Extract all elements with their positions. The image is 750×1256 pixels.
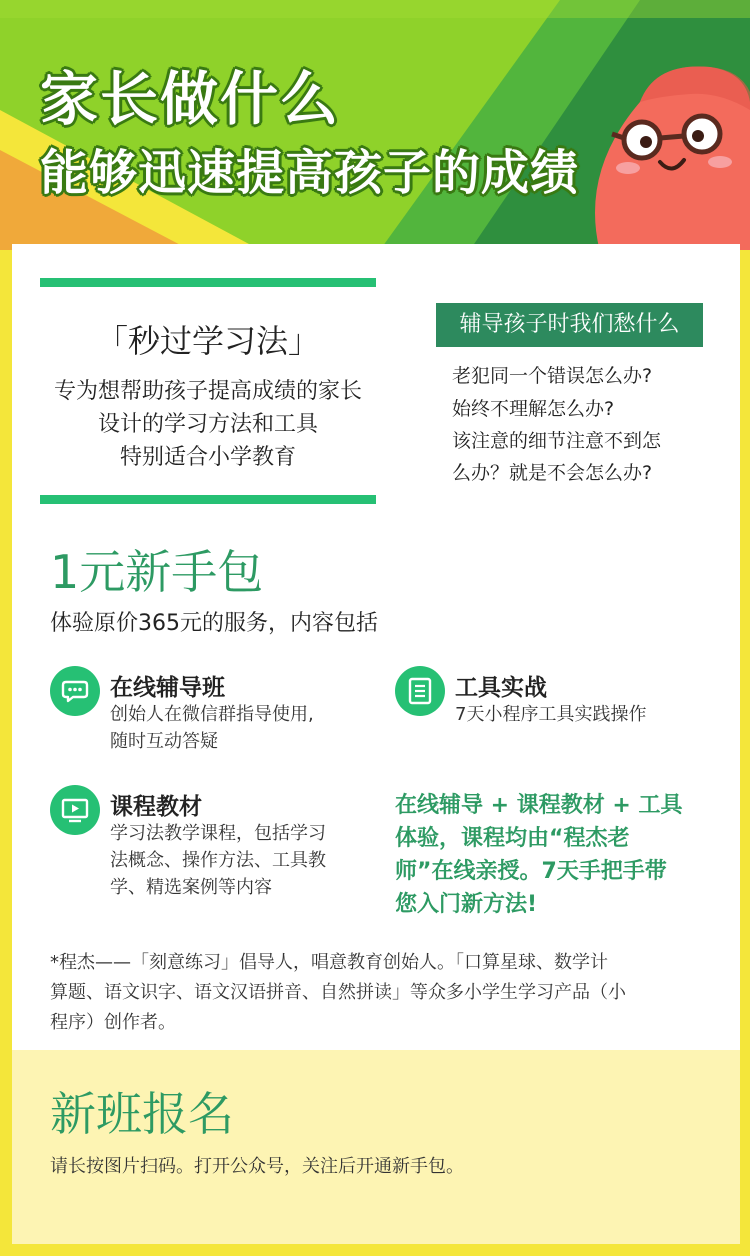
signup-title: 新班报名 <box>50 1087 234 1141</box>
worry-line: 么办？就是不会怎么办? <box>452 462 653 484</box>
promo-line: 体验，课程均由“程杰老 <box>395 826 630 851</box>
feature-text: 学、精选案例等内容 <box>110 877 272 898</box>
feature-title-online-class: 在线辅导班 <box>110 675 225 701</box>
video-screen-icon <box>50 785 100 835</box>
method-desc-line: 特别适合小学教育 <box>119 445 296 470</box>
promo-line: 您入门新方法! <box>395 892 538 917</box>
divider-top <box>40 278 376 287</box>
worry-line: 始终不理解怎么办? <box>452 398 615 420</box>
header-banner <box>0 0 750 250</box>
feature-text: 法概念、操作方法、工具教 <box>110 850 326 871</box>
headline-line1: 家长做什么 <box>40 65 341 133</box>
headline-line2: 能够迅速提高孩子的成绩 <box>40 145 580 201</box>
content-card <box>12 244 740 1244</box>
method-desc-line: 专为想帮助孩子提高成绩的家长 <box>53 379 362 404</box>
promo-line: 师”在线亲授。7天手把手带 <box>395 859 667 884</box>
strawberry-mascot-icon <box>580 62 750 250</box>
feature-title-course-material: 课程教材 <box>110 794 202 820</box>
method-title: 「秒过学习法」 <box>95 322 320 360</box>
pack-title: 1元新手包 <box>50 545 264 599</box>
divider-bottom <box>40 495 376 504</box>
promo-line: 在线辅导 + 课程教材 + 工具 <box>395 793 683 818</box>
feature-text: 随时互动答疑 <box>110 731 218 752</box>
feature-text: 创始人在微信群指导使用, <box>110 704 314 725</box>
chat-bubble-icon <box>50 666 100 716</box>
feature-text: 学习法教学课程，包括学习 <box>110 823 326 844</box>
signup-instruction: 请长按图片扫码。打开公众号，关注后开通新手包。 <box>50 1156 464 1177</box>
worry-header: 辅导孩子时我们愁什么 <box>436 303 703 347</box>
worry-line: 老犯同一个错误怎么办? <box>452 365 653 387</box>
founder-note-line: 算题、语文识字、语文汉语拼音、自然拼读」等众多小学生学习产品（小 <box>50 982 626 1003</box>
feature-text: 7天小程序工具实践操作 <box>455 704 647 725</box>
founder-note-line: 程序）创作者。 <box>50 1012 176 1033</box>
method-desc-line: 设计的学习方法和工具 <box>97 412 318 437</box>
pack-subtitle: 体验原价365元的服务，内容包括 <box>50 611 378 636</box>
document-icon <box>395 666 445 716</box>
feature-title-tool-practice: 工具实战 <box>455 675 547 701</box>
founder-note-line: *程杰——「刻意练习」倡导人，唱意教育创始人。「口算星球、数学计 <box>50 952 608 973</box>
worry-line: 该注意的细节注意不到怎 <box>452 430 662 452</box>
signup-section <box>12 1050 740 1244</box>
